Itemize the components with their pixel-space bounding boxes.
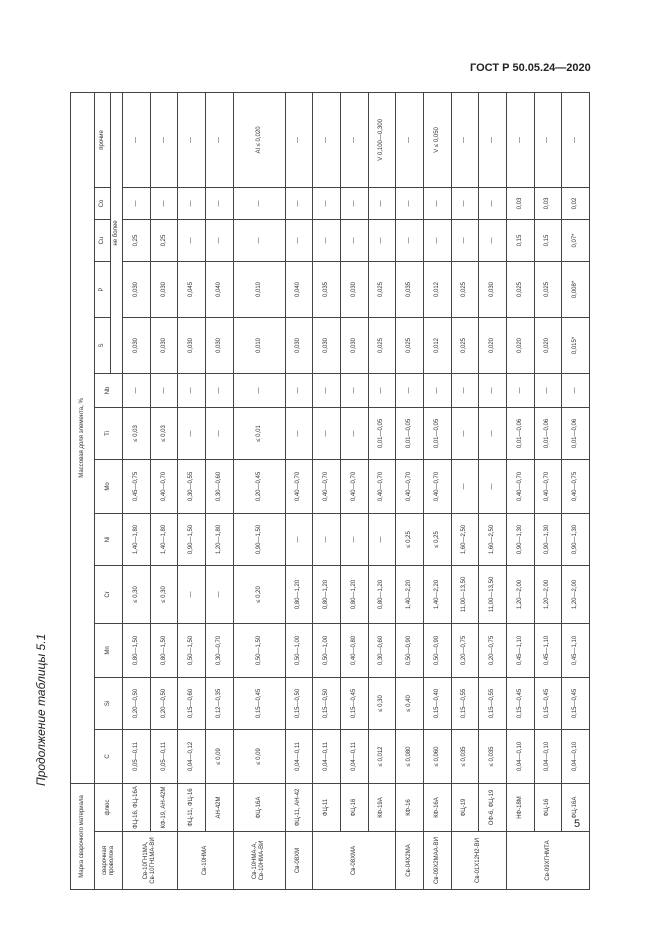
- cell-nb: —: [451, 373, 479, 407]
- cell-flux: НФ-18М: [506, 783, 534, 831]
- cell-s: 0,030: [123, 317, 151, 373]
- cell-si: 0,15—0,50: [285, 677, 313, 729]
- table-row: [451, 92, 479, 889]
- cell-si: 0,15—0,45: [340, 677, 368, 729]
- cell-mo: 0,40—0,70: [150, 459, 178, 513]
- cell-cr: —: [178, 565, 206, 623]
- cell-cr: 1,20—2,00: [506, 565, 534, 623]
- cell-cu: —: [396, 219, 424, 261]
- cell-si: 0,15—0,50: [313, 677, 341, 729]
- cell-co: 0,02: [562, 187, 590, 219]
- table-row: [340, 92, 368, 889]
- cell-flux: АН-42М: [206, 783, 234, 831]
- cell-nb: —: [178, 373, 206, 407]
- cell-cr: 1,40—2,20: [423, 565, 451, 623]
- cell-c: 0,04—0,10: [506, 729, 534, 783]
- cell-other: —: [506, 92, 534, 187]
- cell-cr: 11,00—13,50: [479, 565, 507, 623]
- cell-mo: 0,20—0,45: [233, 459, 285, 513]
- cell-nb: —: [506, 373, 534, 407]
- cell-p: 0,040: [206, 261, 234, 317]
- cell-flux: КФ-19, АН-42М: [150, 783, 178, 831]
- page-number: 5: [574, 818, 581, 830]
- cell-wire: Св-10НМА-А, Св-10НМА-ВИ: [233, 832, 285, 890]
- cell-p: 0,035: [313, 261, 341, 317]
- table-row: [506, 92, 534, 889]
- cell-ti: —: [206, 407, 234, 459]
- cell-ni: 1,60—2,50: [479, 513, 507, 565]
- table-row: [313, 92, 341, 889]
- cell-cu: 0,25: [150, 219, 178, 261]
- cell-mo: 0,30—0,55: [178, 459, 206, 513]
- cell-flux: ФЦ-16А: [562, 783, 590, 831]
- cell-nb: —: [368, 373, 396, 407]
- cell-flux: ФЦ-11, АН-42: [285, 783, 313, 831]
- cell-other: —: [562, 92, 590, 187]
- cell-ni: 1,40—1,80: [123, 513, 151, 565]
- cell-flux: ФЦ-16, ФЦ-16А: [123, 783, 151, 831]
- head-el-c: C: [95, 729, 123, 783]
- cell-mn: 0,30—0,60: [368, 623, 396, 677]
- cell-s: 0,025: [451, 317, 479, 373]
- cell-c: 0,04—0,11: [313, 729, 341, 783]
- cell-ti: —: [340, 407, 368, 459]
- cell-cr: ≤ 0,30: [123, 565, 151, 623]
- rotated-table-container: [70, 93, 590, 890]
- cell-nb: —: [396, 373, 424, 407]
- cell-mn: 0,50—0,90: [396, 623, 424, 677]
- standard-number: ГОСТ Р 50.05.24—2020: [470, 62, 591, 74]
- cell-c: ≤ 0,080: [396, 729, 424, 783]
- cell-s: 0,030: [313, 317, 341, 373]
- cell-mo: 0,40—0,70: [506, 459, 534, 513]
- cell-cu: —: [285, 219, 313, 261]
- cell-nb: —: [233, 373, 285, 407]
- cell-wire: Св-08ХМА: [313, 832, 396, 890]
- cell-s: 0,025: [396, 317, 424, 373]
- cell-c: ≤ 0,09: [206, 729, 234, 783]
- cell-p: 0,012: [423, 261, 451, 317]
- cell-p: 0,008*: [562, 261, 590, 317]
- cell-cu: —: [178, 219, 206, 261]
- cell-si: 0,20—0,50: [123, 677, 151, 729]
- cell-p: 0,030: [150, 261, 178, 317]
- cell-cr: ≤ 0,20: [233, 565, 285, 623]
- cell-si: 0,15—0,45: [233, 677, 285, 729]
- cell-cu: 0,15: [506, 219, 534, 261]
- cell-ti: —: [178, 407, 206, 459]
- cell-cr: —: [206, 565, 234, 623]
- cell-co: —: [340, 187, 368, 219]
- cell-flux: КФ-19А: [368, 783, 396, 831]
- cell-s: 0,030: [178, 317, 206, 373]
- cell-mo: 0,40—0,70: [396, 459, 424, 513]
- cell-co: —: [285, 187, 313, 219]
- cell-cr: 1,20—2,00: [562, 565, 590, 623]
- cell-other: V 0,100—0,300: [368, 92, 396, 187]
- cell-ni: 1,20—1,80: [206, 513, 234, 565]
- cell-mn: 0,45—1,10: [562, 623, 590, 677]
- cell-cu: —: [206, 219, 234, 261]
- cell-flux: ФЦ-19: [451, 783, 479, 831]
- table-row: [206, 92, 234, 889]
- cell-cr: 11,00—13,50: [451, 565, 479, 623]
- cell-si: 0,15—0,60: [178, 677, 206, 729]
- head-el-cu: Cu: [95, 219, 111, 261]
- cell-ni: 0,90—1,30: [534, 513, 562, 565]
- cell-co: —: [150, 187, 178, 219]
- cell-ni: 0,90—1,30: [506, 513, 534, 565]
- cell-other: —: [178, 92, 206, 187]
- cell-nb: —: [206, 373, 234, 407]
- cell-mn: 0,80—1,50: [150, 623, 178, 677]
- head-el-mo: Mo: [95, 459, 123, 513]
- cell-p: 0,030: [123, 261, 151, 317]
- cell-ni: 0,90—1,50: [233, 513, 285, 565]
- cell-ni: ≤ 0,25: [423, 513, 451, 565]
- cell-cu: 0,07*: [562, 219, 590, 261]
- cell-s: 0,030: [285, 317, 313, 373]
- table-row: [285, 92, 313, 889]
- cell-nb: —: [150, 373, 178, 407]
- cell-ti: —: [313, 407, 341, 459]
- cell-si: 0,15—0,55: [479, 677, 507, 729]
- head-wire: сварочная проволока: [95, 832, 123, 890]
- cell-s: 0,030: [206, 317, 234, 373]
- cell-c: 0,04—0,11: [285, 729, 313, 783]
- cell-nb: —: [423, 373, 451, 407]
- cell-ti: 0,01—0,06: [506, 407, 534, 459]
- cell-wire: Св-04Х2МА: [396, 832, 424, 890]
- cell-cr: 1,20—2,00: [534, 565, 562, 623]
- cell-ni: —: [368, 513, 396, 565]
- cell-cu: —: [313, 219, 341, 261]
- cell-nb: —: [479, 373, 507, 407]
- cell-mn: 0,50—0,90: [423, 623, 451, 677]
- cell-co: 0,03: [506, 187, 534, 219]
- table-row: [233, 92, 285, 889]
- cell-mn: 0,45—1,10: [534, 623, 562, 677]
- cell-co: —: [368, 187, 396, 219]
- cell-s: 0,030: [150, 317, 178, 373]
- cell-mo: —: [451, 459, 479, 513]
- cell-p: 0,025: [534, 261, 562, 317]
- cell-c: 0,04—0,10: [534, 729, 562, 783]
- head-el-co: Co: [95, 187, 111, 219]
- head-el-nb: Nb: [95, 373, 123, 407]
- cell-mn: 0,20—0,75: [479, 623, 507, 677]
- cell-mn: 0,50—1,00: [285, 623, 313, 677]
- cell-ti: —: [479, 407, 507, 459]
- cell-flux: КФ-16А: [423, 783, 451, 831]
- table-caption: Продолжение таблицы 5.1: [34, 633, 48, 786]
- table-row: [123, 92, 151, 889]
- table-row: [396, 92, 424, 889]
- cell-p: 0,025: [506, 261, 534, 317]
- cell-ti: 0,01—0,06: [562, 407, 590, 459]
- cell-ti: ≤ 0,03: [123, 407, 151, 459]
- cell-si: 0,15—0,40: [423, 677, 451, 729]
- cell-ni: 1,60—2,50: [451, 513, 479, 565]
- cell-ti: 0,01—0,05: [368, 407, 396, 459]
- head-mark: Марка сварочного материала: [71, 783, 95, 889]
- cell-c: ≤ 0,012: [368, 729, 396, 783]
- cell-s: 0,030: [340, 317, 368, 373]
- cell-other: Al ≤ 0,020: [233, 92, 285, 187]
- cell-ni: —: [340, 513, 368, 565]
- cell-cr: 0,80—1,20: [285, 565, 313, 623]
- head-el-ti: Ti: [95, 407, 123, 459]
- cell-ti: —: [451, 407, 479, 459]
- chemical-composition-table: [70, 92, 590, 890]
- cell-mo: 0,40—0,70: [368, 459, 396, 513]
- cell-cu: —: [423, 219, 451, 261]
- head-el-si: Si: [95, 677, 123, 729]
- cell-other: —: [479, 92, 507, 187]
- cell-p: 0,045: [178, 261, 206, 317]
- cell-co: —: [178, 187, 206, 219]
- table-row: [150, 92, 178, 889]
- cell-ti: —: [285, 407, 313, 459]
- cell-si: 0,12—0,35: [206, 677, 234, 729]
- cell-ti: 0,01—0,06: [534, 407, 562, 459]
- table-body: [123, 92, 590, 889]
- table-row: [178, 92, 206, 889]
- cell-c: ≤ 0,060: [423, 729, 451, 783]
- cell-nb: —: [313, 373, 341, 407]
- cell-c: 0,05—0,11: [150, 729, 178, 783]
- cell-ti: 0,01—0,05: [396, 407, 424, 459]
- cell-co: —: [451, 187, 479, 219]
- cell-co: —: [233, 187, 285, 219]
- cell-mn: 0,50—1,50: [178, 623, 206, 677]
- head-mass-fraction: Массовая доля элемента, %: [71, 92, 95, 783]
- cell-mo: —: [479, 459, 507, 513]
- cell-mn: 0,50—1,50: [233, 623, 285, 677]
- cell-co: —: [423, 187, 451, 219]
- cell-s: 0,020: [534, 317, 562, 373]
- cell-other: —: [313, 92, 341, 187]
- cell-other: —: [206, 92, 234, 187]
- cell-mn: 0,45—1,10: [506, 623, 534, 677]
- cell-mo: 0,40—0,70: [285, 459, 313, 513]
- cell-ni: 1,40—1,80: [150, 513, 178, 565]
- cell-other: V ≤ 0,050: [423, 92, 451, 187]
- cell-si: 0,15—0,55: [451, 677, 479, 729]
- cell-si: 0,15—0,45: [534, 677, 562, 729]
- cell-ti: 0,01—0,05: [423, 407, 451, 459]
- cell-other: —: [285, 92, 313, 187]
- cell-flux: ФЦ-16: [340, 783, 368, 831]
- cell-c: ≤ 0,09: [233, 729, 285, 783]
- cell-nb: —: [285, 373, 313, 407]
- cell-si: ≤ 0,30: [368, 677, 396, 729]
- cell-mo: 0,45—0,75: [123, 459, 151, 513]
- cell-cu: 0,25: [123, 219, 151, 261]
- cell-flux: КФ-16: [396, 783, 424, 831]
- cell-mo: 0,30—0,60: [206, 459, 234, 513]
- cell-flux: ФЦ-11: [313, 783, 341, 831]
- cell-other: —: [396, 92, 424, 187]
- cell-other: —: [340, 92, 368, 187]
- cell-ni: 0,90—1,30: [562, 513, 590, 565]
- cell-other: —: [534, 92, 562, 187]
- cell-c: 0,05—0,11: [123, 729, 151, 783]
- cell-s: 0,020: [479, 317, 507, 373]
- cell-nb: —: [123, 373, 151, 407]
- cell-flux: ОФ-6, ФЦ-19: [479, 783, 507, 831]
- head-el-other: прочие: [95, 92, 111, 187]
- table-head: [71, 92, 123, 889]
- table-row: [562, 92, 590, 889]
- cell-wire: Св-09Х2МАА-ВИ: [423, 832, 451, 890]
- cell-si: 0,15—0,45: [562, 677, 590, 729]
- cell-wire: Св-09ХГНМТА: [506, 832, 589, 890]
- cell-p: 0,025: [451, 261, 479, 317]
- cell-si: ≤ 0,40: [396, 677, 424, 729]
- cell-co: —: [206, 187, 234, 219]
- cell-cr: 0,80—1,20: [368, 565, 396, 623]
- cell-s: 0,015*: [562, 317, 590, 373]
- head-flux: флюс: [95, 783, 123, 831]
- cell-c: 0,04—0,11: [340, 729, 368, 783]
- table-row: [479, 92, 507, 889]
- cell-mo: 0,40—0,70: [340, 459, 368, 513]
- cell-s: 0,010: [233, 317, 285, 373]
- cell-cr: 1,40—2,20: [396, 565, 424, 623]
- cell-wire: Св-10ГН1МА, Св-10ГН1МА-ВИ: [123, 832, 178, 890]
- cell-cu: —: [479, 219, 507, 261]
- cell-mn: 0,20—0,75: [451, 623, 479, 677]
- cell-mo: 0,40—0,75: [562, 459, 590, 513]
- cell-flux: ФЦ-16: [534, 783, 562, 831]
- cell-nb: —: [562, 373, 590, 407]
- cell-si: 0,20—0,50: [150, 677, 178, 729]
- cell-cr: 0,80—1,20: [313, 565, 341, 623]
- cell-p: 0,040: [285, 261, 313, 317]
- cell-c: 0,04—0,12: [178, 729, 206, 783]
- cell-s: 0,012: [423, 317, 451, 373]
- cell-co: —: [313, 187, 341, 219]
- cell-co: —: [479, 187, 507, 219]
- cell-c: ≤ 0,035: [479, 729, 507, 783]
- cell-flux: ФЦ-16А: [233, 783, 285, 831]
- cell-p: 0,025: [368, 261, 396, 317]
- cell-mo: 0,40—0,70: [534, 459, 562, 513]
- head-el-cr: Cr: [95, 565, 123, 623]
- cell-mo: 0,40—0,70: [313, 459, 341, 513]
- cell-nb: —: [534, 373, 562, 407]
- cell-co: 0,03: [534, 187, 562, 219]
- cell-s: 0,020: [506, 317, 534, 373]
- cell-cu: —: [233, 219, 285, 261]
- cell-cu: —: [340, 219, 368, 261]
- cell-wire: Св-01Х12Н2-ВИ: [451, 832, 506, 890]
- cell-cu: —: [368, 219, 396, 261]
- table-row: [534, 92, 562, 889]
- cell-ti: ≤ 0,03: [150, 407, 178, 459]
- cell-cr: 0,80—1,20: [340, 565, 368, 623]
- cell-wire: Св-08ХМ: [285, 832, 313, 890]
- cell-ni: 0,90—1,50: [178, 513, 206, 565]
- cell-p: 0,030: [479, 261, 507, 317]
- cell-p: 0,010: [233, 261, 285, 317]
- cell-cr: ≤ 0,30: [150, 565, 178, 623]
- cell-cu: —: [451, 219, 479, 261]
- cell-c: ≤ 0,035: [451, 729, 479, 783]
- cell-mn: 0,80—1,50: [123, 623, 151, 677]
- cell-ni: ≤ 0,25: [396, 513, 424, 565]
- cell-flux: ФЦ-11, ФЦ-16: [178, 783, 206, 831]
- cell-mn: 0,50—1,00: [313, 623, 341, 677]
- cell-mn: 0,30—0,70: [206, 623, 234, 677]
- cell-co: —: [123, 187, 151, 219]
- cell-mn: 0,40—0,80: [340, 623, 368, 677]
- cell-p: 0,035: [396, 261, 424, 317]
- head-el-p: P: [95, 261, 111, 317]
- cell-p: 0,030: [340, 261, 368, 317]
- head-not-more: не более: [111, 92, 123, 373]
- cell-other: —: [123, 92, 151, 187]
- cell-wire: Св-10НМА: [178, 832, 233, 890]
- cell-cu: 0,15: [534, 219, 562, 261]
- cell-mo: 0,40—0,70: [423, 459, 451, 513]
- table-row: [423, 92, 451, 889]
- cell-other: —: [451, 92, 479, 187]
- cell-si: 0,15—0,45: [506, 677, 534, 729]
- cell-ni: —: [285, 513, 313, 565]
- head-el-s: S: [95, 317, 111, 373]
- head-el-ni: Ni: [95, 513, 123, 565]
- cell-ni: —: [313, 513, 341, 565]
- cell-co: —: [396, 187, 424, 219]
- cell-c: 0,04—0,10: [562, 729, 590, 783]
- cell-ti: ≤ 0,01: [233, 407, 285, 459]
- cell-nb: —: [340, 373, 368, 407]
- cell-s: 0,025: [368, 317, 396, 373]
- table-row: [368, 92, 396, 889]
- cell-other: —: [150, 92, 178, 187]
- head-el-mn: Mn: [95, 623, 123, 677]
